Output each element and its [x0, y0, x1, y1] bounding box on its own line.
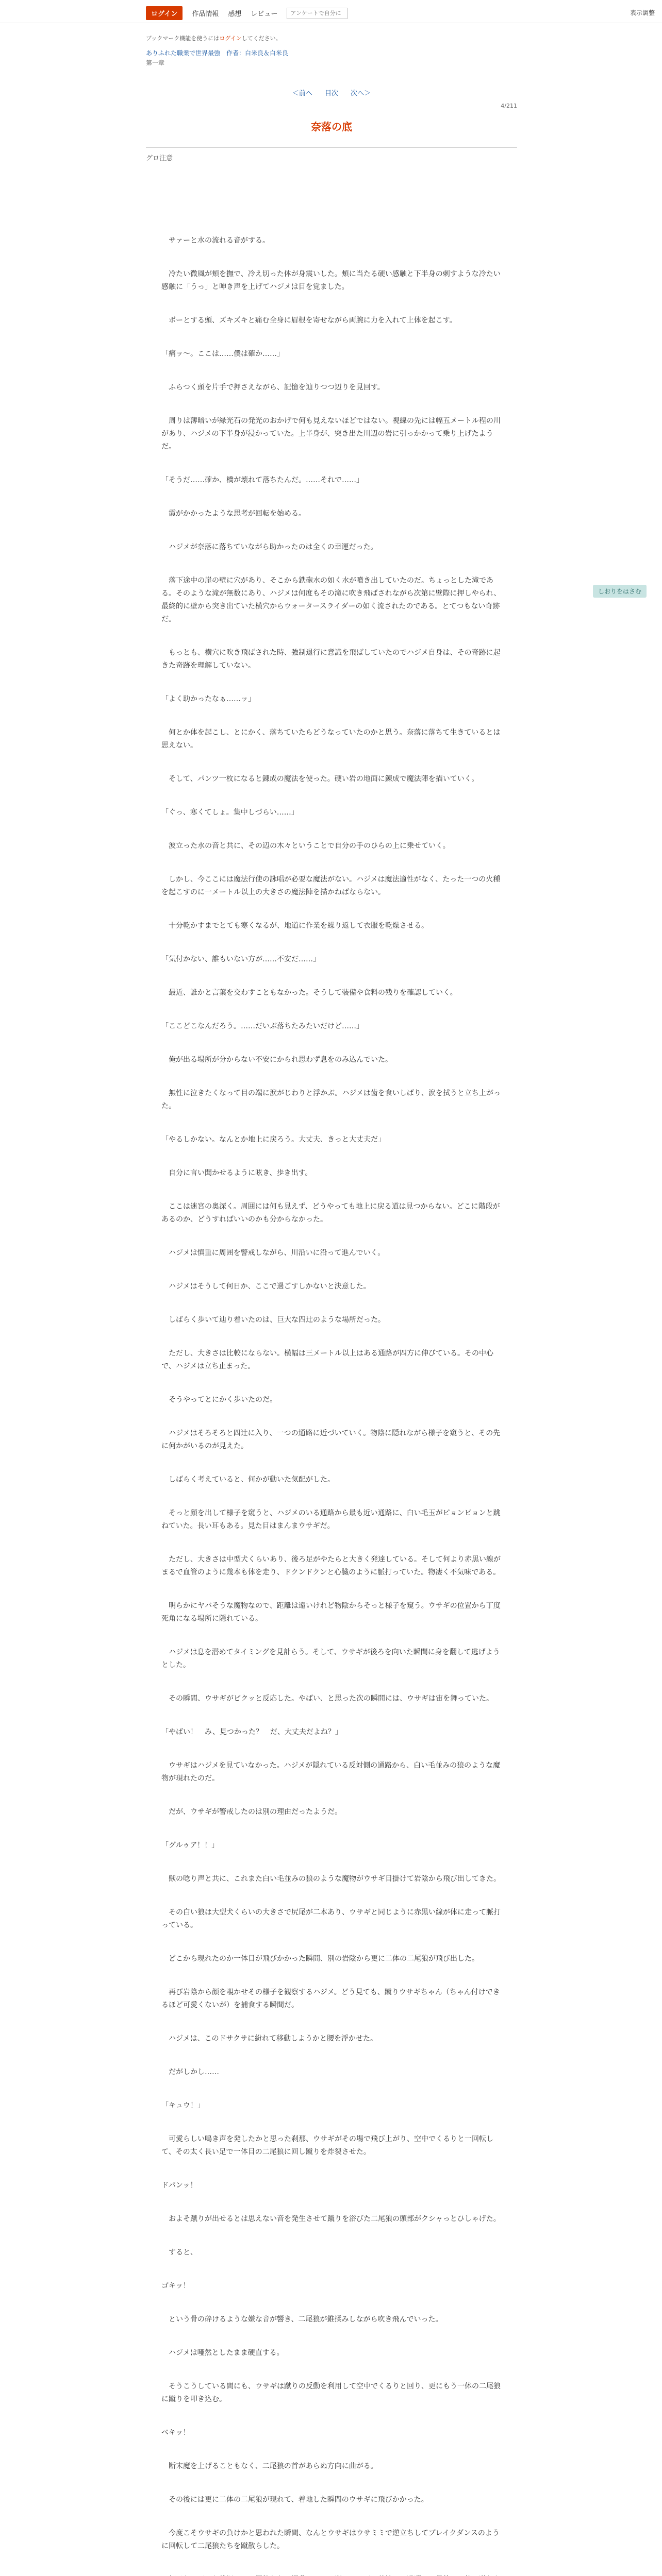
paragraph: およそ蹴りが出せるとは思えない音を発生させて蹴りを浴びた二尾狼の頭部がクシャっとひしゃげた。 — [161, 2215, 501, 2223]
paragraph: 「やばい！ み、見つかった？ だ、大丈夫だよね？」 — [161, 1728, 342, 1736]
notice-post: してください。 — [241, 35, 282, 42]
paragraph: ウサギはハジメを見ていなかった。ハジメが隠れている反対側の通路から、白い毛並みの狼のような魔物が現れたのだ。 — [161, 1761, 501, 1783]
paragraph: 十分乾かすまでとても寒くなるが、地道に作業を繰り返して衣服を乾燥させる。 — [161, 922, 428, 930]
content-column — [146, 34, 517, 2576]
paragraph: だが、ウサギが警戒したのは別の理由だったようだ。 — [161, 1808, 342, 1816]
paragraph: 「気付かない、誰もいない方が……不安だ……」 — [161, 955, 320, 963]
paragraph: 何とか体を起こし、とにかく、落ちていたらどうなっていたのかと思う。奈落に落ちて生きているとは思えない。 — [161, 728, 501, 750]
paragraph: という骨の砕けるような嫌な音が響き、二尾狼が錐揉みしながら吹き飛んでいった。 — [161, 2315, 443, 2324]
paragraph: だがしかし…… — [161, 2068, 219, 2076]
novel-body — [146, 234, 517, 2576]
paragraph: その瞬間、ウサギがピクッと反応した。やばい、と思った次の瞬間には、ウサギは宙を舞っていた。 — [161, 1694, 493, 1703]
paragraph — [161, 2573, 502, 2576]
paragraph: すると、 — [161, 2248, 197, 2257]
paragraph: ふらつく頭を片手で押さえながら、記憶を辿りつつ辺りを見回す。 — [161, 383, 385, 392]
nav-work-info[interactable]: 作品情報 — [192, 10, 219, 18]
paragraph: ハジメは慎重に周囲を警戒しながら、川沿いに沿って進んでいく。 — [161, 1249, 385, 1257]
paragraph: ただし、大きさは中型犬くらいあり、後ろ足がやたらと大きく発達している。そして何より赤黒い線がまるで血管のように幾本も体を走り、ドクンドクンと心臓のように脈打っていた。物凄く不気味である。 — [161, 1555, 501, 1577]
paragraph: その白い狼は大型犬くらいの大きさで尻尾が二本あり、ウサギと同じように赤黒い線が体に走って脈打っている。 — [161, 1908, 501, 1929]
bookmark-notice — [146, 34, 517, 42]
paragraph: 可愛らしい鳴き声を発したかと思った刹那、ウサギがその場で飛び上がり、空中でくるりと一回転して、その太く長い足で一体目の二尾狼に回し蹴りを炸裂させた。 — [161, 2135, 493, 2156]
paragraph: ドパンッ！ — [161, 2181, 197, 2190]
paragraph: 「ぐっ、寒くてしょ。集中しづらい……」 — [161, 808, 299, 817]
paragraph: その後には更に二体の二尾狼が現れて、着地した瞬間のウサギに飛びかかった。 — [161, 2496, 428, 2504]
paragraph: ハジメは唖然としたまま硬直する。 — [161, 2349, 284, 2357]
page-number: 4/211 — [501, 103, 517, 109]
pager — [146, 88, 517, 97]
novel-content — [0, 23, 662, 2576]
paragraph: 周りは薄暗いが緑光石の発光のおかげで何も見えないほどではない。視線の先には幅五メートル程の川があり、ハジメの下半身が浸かっていた。上半身が、突き出た川辺の岩に引っかかって乗り上げたようだ。 — [161, 417, 501, 451]
paragraph: 冷たい微風が頬を撫で、冷え切った体が身震いした。頬に当たる硬い感触と下半身の刺すような冷たい感触に「うっ」と呻き声を上げてハジメは目を覚ました。 — [161, 270, 501, 291]
notice-login-link[interactable]: ログイン — [219, 35, 242, 42]
paragraph: ハジメはそろそろと四辻に入り、一つの通路に近づいていく。物陰に隠れながら様子を窺うと、その先に何かがいるのが見えた。 — [161, 1429, 501, 1450]
paragraph: 獣の唸り声と共に、これまた白い毛並みの狼のような魔物がウサギ目掛けて岩陰から飛び出してきた。 — [161, 1875, 501, 1883]
next-link[interactable]: 次へ＞ — [351, 90, 371, 97]
paragraph: そうこうしている間にも、ウサギは蹴りの反動を利用して空中でくるりと回り、更にもう一体の二尾狼に蹴りを叩き込む。 — [161, 2382, 501, 2403]
paragraph: 再び岩陰から顔を覗かせその様子を観察するハジメ。どう見ても、蹴りウサギちゃん（ちゃん付けできるほど可愛くないが）を捕食する瞬間だ。 — [161, 1988, 500, 2009]
paragraph: 「キュウ！」 — [161, 2102, 205, 2110]
top-bar — [0, 0, 662, 23]
paragraph: ベキッ！ — [161, 2429, 190, 2437]
paragraph: そうやってとにかく歩いたのだ。 — [161, 1396, 277, 1404]
index-link[interactable]: 目次 — [324, 90, 338, 97]
paragraph: 俺が出る場所が分からない不安にかられ思わず息をのみ込んでいた。 — [161, 1056, 392, 1064]
chapter-title: 奈落の底 — [311, 121, 352, 133]
paragraph: そっと顔を出して様子を窺うと、ハジメのいる通路から最も近い通路に、白い毛玉がピョンピョンと跳ねていた。長い耳もある。見た目はまんまウサギだ。 — [161, 1509, 501, 1530]
paragraph: 断末魔を上げることもなく、二尾狼の首があらぬ方向に曲がる。 — [161, 2462, 378, 2470]
paragraph: しかし、今ここには魔法行使の詠唱が必要な魔法がない。ハジメは魔法適性がなく、たった一つの火種を起こすのに一メートル以上の大きさの魔法陣を描かねばならない。 — [161, 875, 501, 896]
paragraph: そして、パンツ一枚になると錬成の魔法を使った。硬い岩の地面に錬成で魔法陣を描いていく。 — [161, 775, 479, 783]
paragraph: 「やるしかない。なんとか地上に戻ろう。大丈夫、きっと大丈夫だ」 — [161, 1136, 385, 1144]
paragraph: 落下途中の崖の壁に穴があり、そこから鉄砲水の如く水が噴き出していたのだ。ちょっとした滝である。そのような滝が無数にあり、ハジメは何度もその滝に吹き飛ばされながら次第に壁際に押しやられ、最終的に壁から突き出ていた横穴からウォータースライダーの如く流されたのである。とてつもない奇跡だ。 — [161, 577, 501, 623]
paragraph: 無性に泣きたくなって目の端に涙がじわりと浮かぶ。ハジメは歯を食いしばり、涙を拭うと立ち上がった。 — [161, 1089, 501, 1110]
paragraph: 自分に言い聞かせるように呟き、歩き出す。 — [161, 1169, 312, 1177]
paragraph: ボーとする頭、ズキズキと痛む全身に眉根を寄せながら両腕に力を入れて上体を起こす。 — [161, 316, 457, 325]
series-title-link[interactable]: ありふれた職業で世界最強 作者：白米良＆白米良 — [146, 49, 289, 57]
chapter-number: 第一章 — [146, 59, 165, 66]
paragraph: 今度こそウサギの負けかと思われた瞬間、なんとウサギはウサミミで逆立ちしてブレイクダンスのように回転して二尾狼たちを蹴散らした。 — [161, 2529, 500, 2550]
prev-link[interactable]: ＜前へ — [292, 90, 312, 97]
paragraph: もっとも、横穴に吹き飛ばされた時、強制退行に意識を飛ばしていたのでハジメ自身は、その奇跡に起きた奇跡を理解していない。 — [161, 649, 501, 670]
paragraph: 「ここどこなんだろう。……だいぶ落ちたみたいだけど……」 — [161, 1022, 363, 1030]
paragraph: ただし、大きさは比較にならない。横幅は三メートル以上はある通路が四方に伸びている。その中心で、ハジメは立ち止まった。 — [161, 1349, 493, 1370]
paragraph: 波立った水の音と共に、その辺の木々ということで自分の手のひらの上に乗せていく。 — [161, 842, 450, 850]
nav-comments[interactable]: 感想 — [228, 10, 242, 18]
paragraph: 「痛ッ～。ここは……僕は確か……」 — [161, 350, 284, 358]
preface-note: グロ注意 — [146, 155, 173, 162]
display-settings-menu[interactable]: 表示調整 — [630, 9, 655, 16]
paragraph: 「よく助かったなぁ……ッ」 — [161, 695, 255, 703]
paragraph: ハジメは、このドサクサに紛れて移動しようかと腰を浮かせた。 — [161, 2035, 378, 2043]
paragraph: ゴキッ！ — [161, 2282, 190, 2290]
paragraph: 「そうだ……確か、橋が壊れて落ちたんだ。……それで……」 — [161, 476, 363, 484]
paragraph: 最近、誰かと言葉を交わすこともなかった。そうして装備や食料の残りを確認していく。 — [161, 989, 457, 997]
notice-pre: ブックマーク機能を使うには — [146, 35, 220, 42]
login-button[interactable]: ログイン — [146, 6, 183, 20]
paragraph: サァーと水の流れる音がする。 — [161, 236, 270, 245]
paragraph: ハジメが奈落に落ちていながら助かったのは全くの幸運だった。 — [161, 543, 378, 551]
top-nav — [146, 6, 347, 20]
paragraph: しばらく考えていると、何かが動いた気配がした。 — [161, 1476, 335, 1484]
nav-review[interactable]: レビュー — [251, 10, 278, 18]
paragraph: ハジメは息を潜めてタイミングを見計らう。そして、ウサギが後ろを向いた瞬間に身を翻して逃げようとした。 — [161, 1648, 500, 1669]
paragraph: 霞がかかったような思考が回転を始める。 — [161, 510, 306, 518]
paragraph: 「グルゥア！！」 — [161, 1841, 219, 1850]
paragraph: ここは迷宮の奥深く。周囲には何も見えず、どうやっても地上に戻る道は見つからない。どこに階段があるのか、どうすればいいのかも分からなかった。 — [161, 1202, 500, 1224]
search-input[interactable] — [287, 8, 347, 19]
paragraph: しばらく歩いて辿り着いたのは、巨大な四辻のような場所だった。 — [161, 1316, 385, 1324]
paragraph: ハジメはそうして何日か、ここで過ごすしかないと決意した。 — [161, 1282, 371, 1291]
paragraph: 明らかにヤバそうな魔物なので、距離は遠いけれど物陰からそっと様子を窺う。ウサギの位置から丁度死角になる場所に隠れている。 — [161, 1602, 501, 1623]
paragraph: どこから現れたのか一体目が飛びかかった瞬間、別の岩陰から更に二体の二尾狼が飛び出した。 — [161, 1955, 479, 1963]
bookmark-button[interactable]: しおりをはさむ — [593, 585, 647, 598]
